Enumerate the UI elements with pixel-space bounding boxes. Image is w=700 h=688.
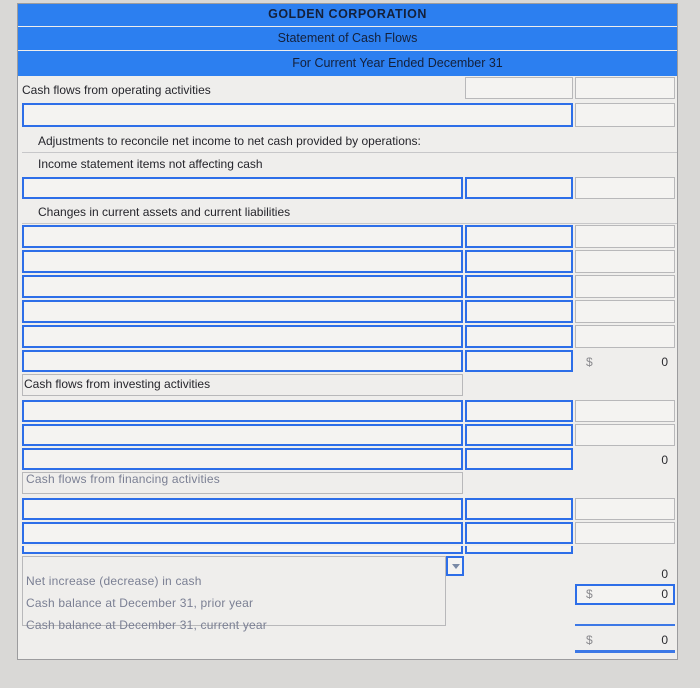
operating-total-currency: $ [586,355,593,369]
company-name: GOLDEN CORPORATION [268,7,427,21]
summary-block [22,556,446,626]
financing-total-amount-cell[interactable] [465,546,573,554]
changes-label: Changes in current assets and current liabilities [38,205,291,219]
operating-total-value: 0 [661,355,668,369]
statement-period: For Current Year Ended December 31 [292,56,503,70]
change-total-cell-4[interactable] [575,300,675,323]
change-amount-input-4[interactable] [465,300,573,323]
change-total-cell-2[interactable] [575,250,675,273]
income-item-total-cell[interactable] [575,177,675,199]
change-account-select-2[interactable] [22,250,463,273]
company-name-header [18,4,677,26]
net-income-input-row[interactable] [22,103,573,127]
change-amount-input-1[interactable] [465,225,573,248]
operating-amount-cell[interactable] [465,77,573,99]
income-item-amount-input[interactable] [465,177,573,199]
operating-total-label-cell[interactable] [22,350,463,372]
current-balance-label: Cash balance at December 31, current year [26,618,267,632]
financing-activities-heading: Cash flows from financing activities [26,472,220,486]
financing-account-select-2[interactable] [22,522,463,544]
change-total-cell-3[interactable] [575,275,675,298]
investing-amount-input-2[interactable] [465,424,573,446]
adjustments-label: Adjustments to reconcile net income to net cash provided by operations: [38,134,421,148]
financing-amount-input-2[interactable] [465,522,573,544]
financing-amount-input-1[interactable] [465,498,573,520]
investing-account-select-2[interactable] [22,424,463,446]
change-total-cell-5[interactable] [575,325,675,348]
prior-balance-label: Cash balance at December 31, prior year [26,596,254,610]
operating-total-amount-cell[interactable] [465,350,573,372]
statement-title: Statement of Cash Flows [277,31,418,45]
net-income-total-cell[interactable] [575,103,675,127]
change-total-cell-1[interactable] [575,225,675,248]
change-account-select-5[interactable] [22,325,463,348]
income-item-account-select[interactable] [22,177,463,199]
investing-total-value: 0 [661,453,668,467]
financing-total-cell-2[interactable] [575,522,675,544]
current-balance-value: 0 [661,633,668,647]
cash-flow-worksheet [17,3,678,660]
statement-title-header [18,27,677,50]
operating-activities-heading: Cash flows from operating activities [22,83,211,97]
investing-amount-input-1[interactable] [465,400,573,422]
net-change-value: 0 [661,567,668,581]
prior-balance-value: 0 [661,587,668,601]
change-amount-input-5[interactable] [465,325,573,348]
financing-account-select-1[interactable] [22,498,463,520]
change-amount-input-2[interactable] [465,250,573,273]
operating-total-cell[interactable] [575,77,675,99]
income-items-label: Income statement items not affecting cash [38,157,263,171]
net-change-label: Net increase (decrease) in cash [26,574,202,588]
investing-total-cell-2[interactable] [575,424,675,446]
change-amount-input-3[interactable] [465,275,573,298]
investing-total-cell-1[interactable] [575,400,675,422]
current-balance-currency: $ [586,633,593,647]
investing-total-amount-cell[interactable] [465,448,573,470]
investing-total-label-cell[interactable] [22,448,463,470]
investing-activities-heading: Cash flows from investing activities [24,377,211,391]
account-dropdown-chevron-icon[interactable] [446,556,464,576]
period-header [18,51,677,76]
prior-balance-currency: $ [586,587,593,601]
financing-total-label-cell[interactable] [22,546,463,554]
change-account-select-1[interactable] [22,225,463,248]
change-account-select-4[interactable] [22,300,463,323]
financing-total-cell-1[interactable] [575,498,675,520]
change-account-select-3[interactable] [22,275,463,298]
investing-account-select-1[interactable] [22,400,463,422]
